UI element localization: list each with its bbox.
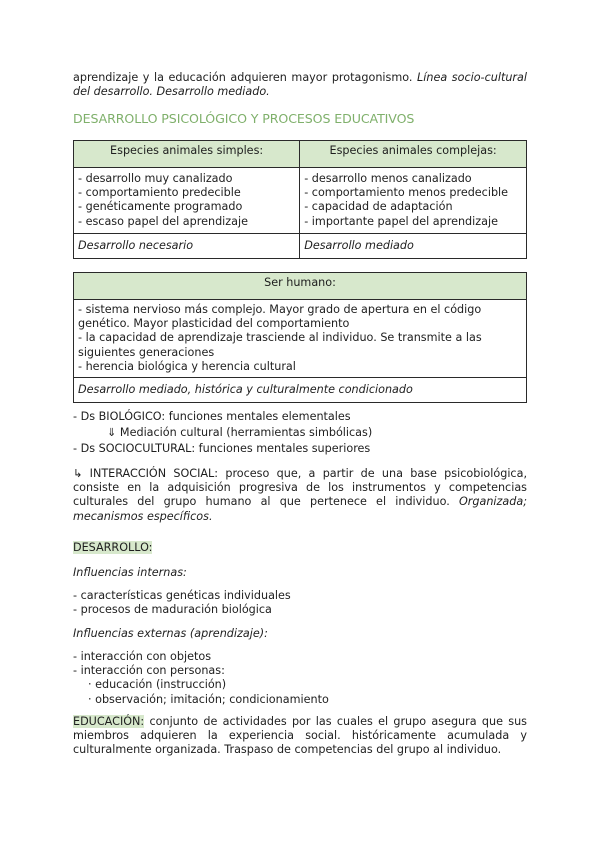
list-item: · educación (instrucción) (88, 678, 227, 692)
animal-species-table (73, 140, 527, 259)
complex-species-traits (300, 168, 527, 234)
human-traits (74, 300, 527, 378)
header-human: Ser humano: (74, 273, 527, 300)
ds-sociocultural: - Ds SOCIOCULTURAL: funciones mentales superiores (73, 442, 371, 456)
list-item: · observación; imitación; condicionamiento (88, 692, 329, 706)
table-header-row (74, 273, 527, 300)
internas-title: Influencias internas: (73, 566, 187, 579)
educacion-paragraph (73, 715, 527, 758)
header-complex-species: Especies animales complejas: (300, 141, 527, 168)
table-row (74, 300, 527, 378)
list-item: - características genéticas individuales (73, 589, 291, 602)
educacion-label: EDUCACIÓN: (73, 715, 145, 728)
list-item: - herencia biológica y herencia cultural (78, 359, 296, 373)
table-header-row (74, 141, 527, 168)
list-item: - procesos de maduración biológica (73, 603, 272, 617)
list-item: - comportamiento menos predecible (304, 186, 509, 200)
table-row (74, 168, 527, 234)
table-footer-row (74, 233, 527, 258)
list-item: - desarrollo muy canalizado (78, 172, 233, 185)
list-item: - sistema nervioso más complejo. Mayor grado de apertura en el código genético. Mayor plasticidad del comportamiento (78, 303, 482, 331)
list-item: - comportamiento predecible (78, 186, 241, 200)
simple-species-traits (74, 168, 300, 234)
section-title: DESARROLLO PSICOLÓGICO Y PROCESOS EDUCATIVOS (73, 111, 415, 126)
list-item: - interacción con personas: (73, 664, 225, 678)
externas-list (73, 650, 527, 707)
list-item: - capacidad de adaptación (304, 200, 453, 214)
desarrollo-label: DESARROLLO: (73, 541, 153, 554)
footer-human: Desarrollo mediado, histórica y culturalmente condicionado (74, 378, 527, 403)
interaccion-italic: Organizada; mecanismos específicos. (73, 495, 527, 523)
interaccion-text: ↳ INTERACCIÓN SOCIAL: proceso que, a partir de una base psicobiológica, consiste en la adquisición progresiva de los instrumentos y competencias culturales del grupo humano al que pertenece el individuo. (73, 467, 527, 509)
ds-list (73, 410, 527, 457)
educacion-text: conjunto de actividades por las cuales el grupo asegura que sus miembros adquieren la experiencia social. históricamente acumulada y culturalmente organizada. Traspaso de competencias del grupo al individuo. (73, 715, 527, 757)
list-item: - interacción con objetos (73, 650, 212, 663)
footer-mediado: Desarrollo mediado (300, 233, 527, 258)
intro-paragraph (73, 71, 527, 99)
mediacion-cultural: ⇓ Mediación cultural (herramientas simbólicas) (107, 426, 373, 440)
list-item: - la capacidad de aprendizaje trasciende al individuo. Se transmite a las siguientes generaciones (78, 331, 482, 359)
intro-italic: Línea socio-cultural del desarrollo. Desarrollo mediado. (73, 71, 527, 99)
list-item: - escaso papel del aprendizaje (78, 214, 249, 228)
list-item: - genéticamente programado (78, 200, 243, 214)
list-item: - desarrollo menos canalizado (304, 172, 472, 185)
list-item: - importante papel del aprendizaje (304, 214, 498, 228)
desarrollo-label-block (73, 541, 527, 555)
ds-biologico: - Ds BIOLÓGICO: funciones mentales elementales (73, 410, 351, 423)
human-table (73, 272, 527, 403)
externas-title: Influencias externas (aprendizaje): (73, 627, 268, 640)
table-footer-row (74, 378, 527, 403)
intro-text: aprendizaje y la educación adquieren mayor protagonismo. (73, 71, 413, 84)
internas-list (73, 589, 527, 617)
interaccion-paragraph (73, 467, 527, 524)
footer-necesario: Desarrollo necesario (74, 233, 300, 258)
header-simple-species: Especies animales simples: (74, 141, 300, 168)
